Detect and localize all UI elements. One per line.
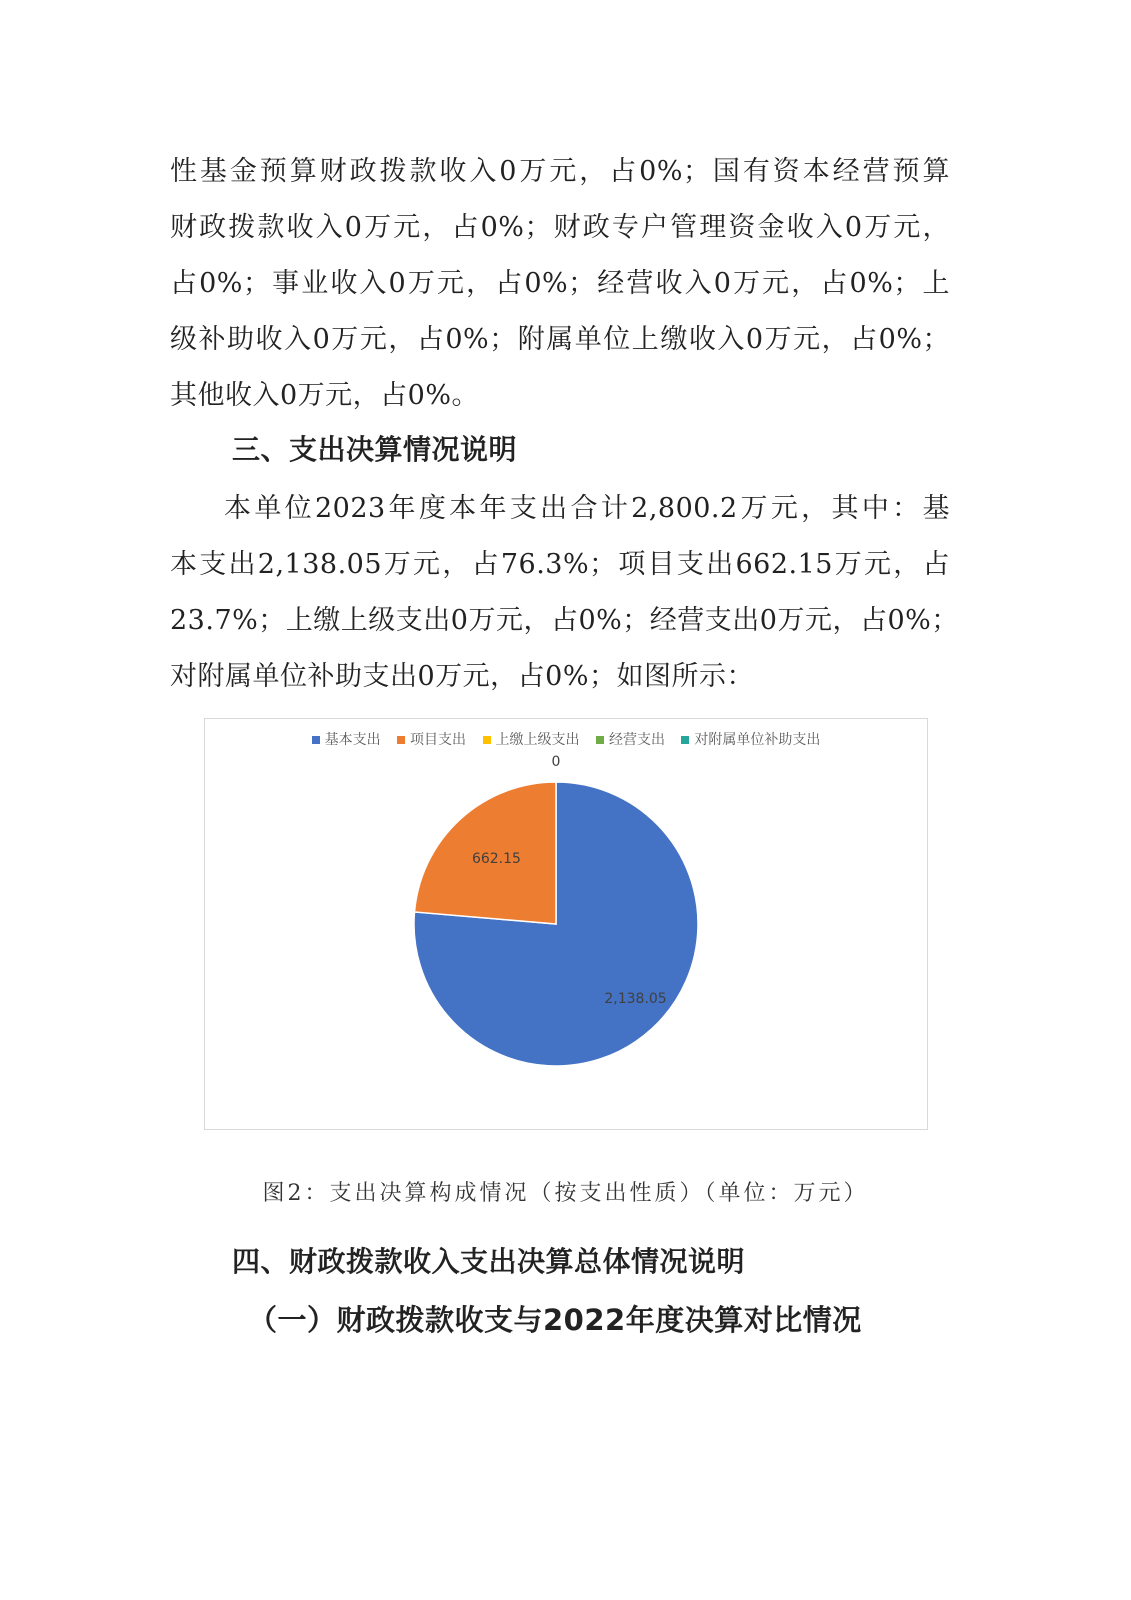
legend-label: 经营支出 xyxy=(608,732,665,748)
section-heading: 四、财政拨款收入支出决算总体情况说明 xyxy=(232,1245,746,1278)
paragraph-line: 23.7%；上缴上级支出0万元，占0%；经营支出0万元，占0%； xyxy=(170,605,959,636)
legend-item xyxy=(312,729,381,749)
subsection-heading: （一）财政拨款收支与2022年度决算对比情况 xyxy=(248,1303,862,1337)
paragraph-line: 本单位2023年度本年支出合计2,800.2万元，其中：基 xyxy=(224,493,950,524)
legend-swatch xyxy=(596,736,604,744)
paragraph-line: 性基金预算财政拨款收入0万元，占0%；国有资本经营预算 xyxy=(170,156,950,187)
legend-swatch xyxy=(681,736,689,744)
legend-item xyxy=(681,729,820,749)
figure-caption: 图2：支出决算构成情况（按支出性质）（单位：万元） xyxy=(262,1181,869,1206)
paragraph-line: 对附属单位补助支出0万元，占0%；如图所示： xyxy=(170,661,755,692)
legend-swatch xyxy=(397,736,405,744)
legend-label: 对附属单位补助支出 xyxy=(694,732,821,748)
legend-label: 项目支出 xyxy=(410,732,467,748)
legend-label: 基本支出 xyxy=(324,732,381,748)
legend-item xyxy=(596,729,665,749)
paragraph-line: 财政拨款收入0万元，占0%；财政专户管理资金收入0万元， xyxy=(170,212,950,243)
paragraph-line: 级补助收入0万元，占0%；附属单位上缴收入0万元，占0%； xyxy=(170,324,950,355)
paragraph-line: 本支出2,138.05万元，占76.3%；项目支出662.15万元，占 xyxy=(170,549,950,580)
pie-plot-area xyxy=(205,719,927,1129)
legend-label: 上缴上级支出 xyxy=(495,732,580,748)
paragraph-line: 其他收入0万元，占0%。 xyxy=(170,380,480,411)
section-heading: 三、支出决算情况说明 xyxy=(232,433,518,466)
legend-swatch xyxy=(312,736,320,744)
legend-item xyxy=(483,729,580,749)
data-label: 2,138.05 xyxy=(604,990,667,1007)
paragraph-line: 占0%；事业收入0万元，占0%；经营收入0万元，占0%；上 xyxy=(170,268,950,299)
data-label: 0 xyxy=(551,754,561,770)
legend-swatch xyxy=(483,736,491,744)
legend-item xyxy=(397,729,466,749)
pie-chart xyxy=(204,718,928,1130)
chart-legend xyxy=(205,729,927,749)
data-label: 662.15 xyxy=(471,851,521,868)
